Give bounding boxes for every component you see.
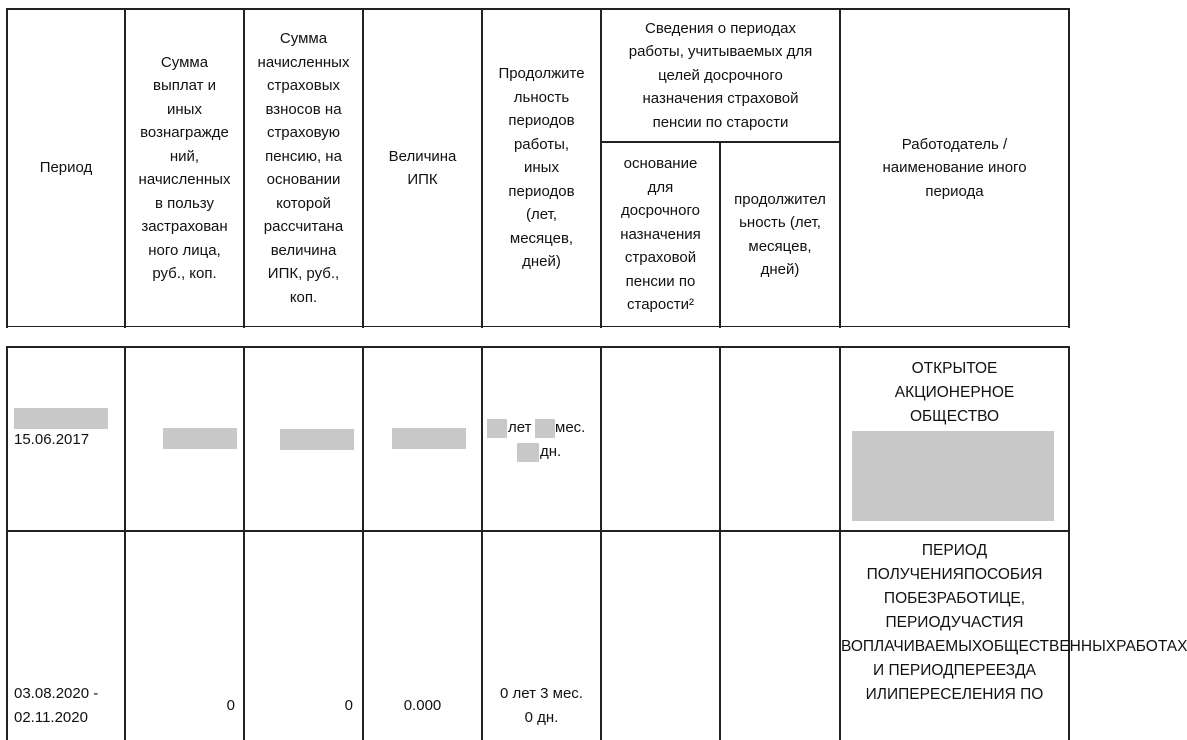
header-sum-payments-line: иных [167,100,202,118]
header-duration-line: периодов [508,112,575,130]
header-ipk-line: Величина [388,147,457,165]
header-sum-contributions-line: Сумма [279,30,328,47]
row2-employer-line: БЕЗРАБОТИЦЕ, ПЕРИОД [885,590,1026,631]
header-sum-contributions-line: страховых [267,77,340,94]
redacted-employer-name [852,431,1054,521]
row2-period-start: 03.08.2020 - [14,685,99,702]
row2-sum-contributions: 0 [344,697,353,714]
header-employer [841,10,1068,326]
row1-employer: ОТКРЫТОЕ АКЦИОНЕРНОЕ ОБЩЕСТВО [894,360,1015,425]
row2-employer-line: ОБЩЕСТВЕННЫХ [981,638,1117,655]
header-sum-payments-line: руб., коп. [152,265,217,282]
header-duration-line: дней) [522,253,561,271]
header-duration-line: льность [513,88,570,106]
header-employer-line: наименование иного [882,159,1027,177]
header-sum-payments [126,10,243,326]
header-sum-contributions [245,10,362,326]
header-employer-line: периода [925,182,984,200]
header-sum-payments-line: застрахован [141,218,228,235]
header-duration-line: (лет, [526,206,557,224]
header-sum-payments-line: начисленных [138,171,231,188]
header-early-duration-line: месяцев, [748,237,812,255]
redacted-years [487,419,507,438]
redacted-days [517,443,539,462]
row2-period-end: 02.11.2020 [14,709,88,726]
header-early-group-line: Сведения о периодах [645,19,796,37]
row2-employer [841,539,1187,707]
header-sum-contributions-line: которой [276,194,331,212]
redacted-ipk [392,428,466,449]
header-employer-line: Работодатель / [901,135,1008,153]
header-duration-line: периодов [508,182,575,200]
redacted-sum-contributions [280,429,354,450]
header-early-duration-line: дней) [760,261,800,278]
header-early-group-line: целей досрочного [658,66,783,84]
header-early-group-line: пенсии по старости [652,113,789,131]
header-ipk [364,10,481,326]
row1-months-suffix: мес. [555,419,586,436]
row2-employer-line: ПЕРИОД ПОЛУЧЕНИЯ [866,542,988,583]
header-period: Период [39,159,93,177]
header-duration-line: работы, [513,135,570,153]
row1-days-suffix: дн. [540,443,562,460]
header-early-duration-line: продолжител [734,190,826,208]
header-early-duration [721,143,839,326]
header-early-group-line: работы, учитываемых для [628,43,813,61]
header-early-pension-group [602,10,839,141]
header-early-basis-line: для [647,178,674,196]
header-early-group-line: назначения страховой [642,90,799,108]
header-duration-line: месяцев, [509,229,574,247]
header-duration-line: иных [524,159,559,177]
header-sum-contributions-line: основании [266,171,341,188]
row2-employer-line: УЧАСТИЯ В [841,614,1024,655]
header-ipk-line: ИПК [407,171,438,188]
redacted-period-start [14,408,108,429]
header-early-basis-line: старости² [627,296,694,314]
header-sum-payments-line: в пользу [154,194,215,212]
header-sum-contributions-line: величина [270,241,337,259]
header-duration-line: Продолжите [498,65,585,83]
header-early-basis-line: назначения [620,225,701,243]
header-early-basis [602,143,719,326]
header-duration [483,10,600,326]
row2-sum-payments: 0 [226,697,235,714]
header-sum-contributions-line: начисленных [257,53,350,71]
header-sum-contributions-line: страховую [266,124,341,141]
row2-employer-line: РАБОТАХ И ПЕРИОД [873,638,1187,679]
header-early-basis-line: страховой [624,249,697,267]
row2-employer-line: ПЕРЕСЕЛЕНИЯ ПО [898,686,1044,703]
header-early-basis-line: основание [623,155,698,173]
header-sum-payments-line: выплат и [152,77,217,94]
row2-duration-line2: 0 дн. [524,709,559,726]
row1-years-suffix: лет [508,419,532,436]
header-early-basis-line: пенсии по [625,272,696,290]
header-early-duration-line: ьность (лет, [739,214,821,231]
row2-employer-line: ПЕРЕЕЗДА ИЛИ [865,662,1036,703]
header-sum-payments-line: Сумма [160,53,209,71]
row1-period-end: 15.06.2017 [14,431,90,448]
header-sum-contributions-line: пенсию, на [265,147,342,165]
header-sum-contributions-line: взносов на [265,100,342,118]
header-early-basis-line: досрочного [621,202,700,220]
redacted-months [535,419,555,438]
header-sum-contributions-line: коп. [289,288,318,306]
header-sum-contributions-line: ИПК, руб., [267,265,340,282]
row2-ipk: 0.000 [403,697,442,714]
redacted-sum-payments [163,428,237,449]
row2-employer-line: ПОСОБИЯ ПО [883,566,1043,607]
header-sum-contributions-line: рассчитана [263,218,344,235]
header-sum-payments-line: ний, [169,147,200,165]
header-sum-payments-line: ного лица, [148,241,221,259]
row2-employer-line: ОПЛАЧИВАЕМЫХ [850,638,982,655]
header-sum-payments-line: вознагражде [140,124,229,141]
row2-duration-line1: 0 лет 3 мес. [500,685,583,702]
